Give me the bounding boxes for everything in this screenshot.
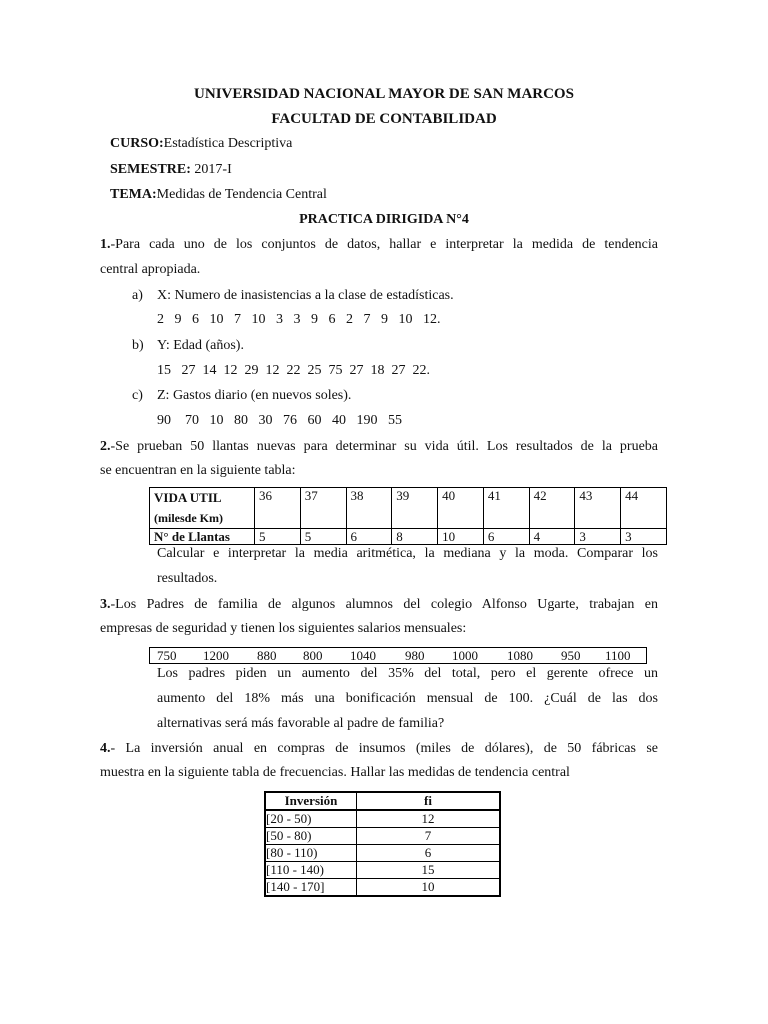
q1-item-c-data: 90 70 10 80 30 76 60 40 190 55 — [157, 413, 402, 428]
vida-util-header-a: VIDA UTIL — [154, 490, 222, 505]
q1-item-b-marker: b) — [132, 338, 144, 353]
course-line — [110, 136, 292, 152]
llantas-cell: 5 — [255, 529, 301, 545]
topic-line — [110, 187, 327, 203]
vida-cell: 43 — [575, 488, 621, 529]
q1-text-line2: central apropiada. — [100, 262, 201, 277]
course-value: Estadística Descriptiva — [163, 136, 293, 151]
llantas-cell: 4 — [529, 529, 575, 545]
q3-after-line2: aumento del 18% más una bonificación mensual de 100. ¿Cuál de las dos — [157, 691, 658, 706]
q1-item-a-data: 2 9 6 10 7 10 3 3 9 6 2 7 9 10 12. — [157, 312, 441, 327]
investment-frequency-table — [264, 791, 501, 897]
table-row — [265, 862, 500, 879]
vida-cell: 39 — [392, 488, 438, 529]
salary-value: 1100 — [605, 648, 631, 663]
q2-text-part: -Se prueban 50 llantas nuevas para determinar su vida útil. Los resultados de la prueba — [110, 439, 658, 454]
q3-text-line2: empresas de seguridad y tienen los siguientes salarios mensuales: — [100, 621, 467, 636]
salary-value: 1080 — [507, 648, 533, 663]
llantas-header: N° de Llantas — [150, 529, 255, 545]
q1-number: 1. — [100, 237, 111, 252]
semester-label: SEMESTRE: — [110, 162, 191, 177]
vida-cell: 40 — [438, 488, 484, 529]
vida-util-header — [150, 488, 255, 529]
q1-item-b-data: 15 27 14 12 29 12 22 25 75 27 18 27 22. — [157, 363, 430, 378]
vida-util-header-b: (milesde Km) — [154, 511, 223, 525]
llantas-cell: 5 — [300, 529, 346, 545]
practice-title: PRACTICA DIRIGIDA N°4 — [299, 212, 469, 227]
q1-item-a-label: X: Numero de inasistencias a la clase de estadísticas. — [157, 288, 454, 303]
interval-cell: [50 - 80) — [265, 828, 357, 845]
q3-number: 3. — [100, 597, 111, 612]
salary-value: 880 — [257, 648, 277, 663]
fi-cell: 6 — [357, 845, 501, 862]
q2-text-line2: se encuentran en la siguiente tabla: — [100, 463, 296, 478]
llantas-cell: 6 — [483, 529, 529, 545]
university-title: UNIVERSIDAD NACIONAL MAYOR DE SAN MARCOS — [194, 86, 574, 102]
llantas-cell: 10 — [438, 529, 484, 545]
topic-value: Medidas de Tendencia Central — [156, 187, 327, 202]
salary-value: 1200 — [203, 648, 229, 663]
table-row — [265, 792, 500, 810]
fi-cell: 7 — [357, 828, 501, 845]
q1-text-part: -Para cada uno de los conjuntos de datos, hallar e interpretar la medida de tendencia — [110, 237, 658, 252]
table-row — [150, 488, 667, 529]
q4-number: 4. — [100, 741, 111, 756]
faculty-title: FACULTAD DE CONTABILIDAD — [271, 111, 497, 127]
table-row — [265, 879, 500, 897]
vida-cell: 42 — [529, 488, 575, 529]
vida-cell: 44 — [621, 488, 667, 529]
tire-life-table — [149, 487, 667, 545]
col-fi-header: fi — [357, 792, 501, 810]
fi-cell: 15 — [357, 862, 501, 879]
vida-cell: 37 — [300, 488, 346, 529]
fi-cell: 12 — [357, 810, 501, 828]
q1-item-a-marker: a) — [132, 288, 143, 303]
salary-value: 1040 — [350, 648, 376, 663]
q2-number: 2. — [100, 439, 111, 454]
vida-cell: 36 — [255, 488, 301, 529]
semester-line — [110, 162, 232, 178]
interval-cell: [20 - 50) — [265, 810, 357, 828]
salary-value: 980 — [405, 648, 425, 663]
q4-text-part: - La inversión anual en compras de insumos (miles de dólares), de 50 fábricas se — [110, 741, 658, 756]
interval-cell: [110 - 140) — [265, 862, 357, 879]
course-label: CURSO: — [110, 136, 164, 151]
col-investment-header: Inversión — [265, 792, 357, 810]
q1-item-c-label: Z: Gastos diario (en nuevos soles). — [157, 388, 352, 403]
interval-cell: [140 - 170] — [265, 879, 357, 897]
q1-item-b-label: Y: Edad (años). — [157, 338, 244, 353]
salary-value: 950 — [561, 648, 581, 663]
q2-after-line2: resultados. — [157, 571, 218, 586]
q3-text-line1 — [100, 597, 658, 613]
q4-text-line1 — [100, 741, 658, 757]
salary-value: 800 — [303, 648, 323, 663]
interval-cell: [80 - 110) — [265, 845, 357, 862]
salary-value: 750 — [157, 648, 177, 663]
llantas-cell: 8 — [392, 529, 438, 545]
semester-value: 2017-I — [190, 162, 232, 177]
topic-label: TEMA: — [110, 187, 157, 202]
q2-text-line1 — [100, 439, 658, 455]
q1-item-c-marker: c) — [132, 388, 143, 403]
table-row — [265, 845, 500, 862]
vida-cell: 38 — [346, 488, 392, 529]
q4-text-line2: muestra en la siguiente tabla de frecuencias. Hallar las medidas de tendencia central — [100, 765, 570, 780]
table-row — [265, 810, 500, 828]
q3-after-line1: Los padres piden un aumento del 35% del total, pero el gerente ofrece un — [157, 666, 658, 681]
q3-after-line3: alternativas será más favorable al padre de familia? — [157, 716, 445, 731]
fi-cell: 10 — [357, 879, 501, 897]
table-row — [265, 828, 500, 845]
llantas-cell: 3 — [621, 529, 667, 545]
q2-after-line1: Calcular e interpretar la media aritmética, la mediana y la moda. Comparar los — [157, 546, 658, 561]
vida-cell: 41 — [483, 488, 529, 529]
salaries-box — [149, 647, 647, 664]
salary-value: 1000 — [452, 648, 478, 663]
q1-text-line1 — [100, 237, 658, 253]
llantas-cell: 6 — [346, 529, 392, 545]
table-row — [150, 529, 667, 545]
q3-text-part: -Los Padres de familia de algunos alumnos del colegio Alfonso Ugarte, trabajan en — [110, 597, 658, 612]
llantas-cell: 3 — [575, 529, 621, 545]
